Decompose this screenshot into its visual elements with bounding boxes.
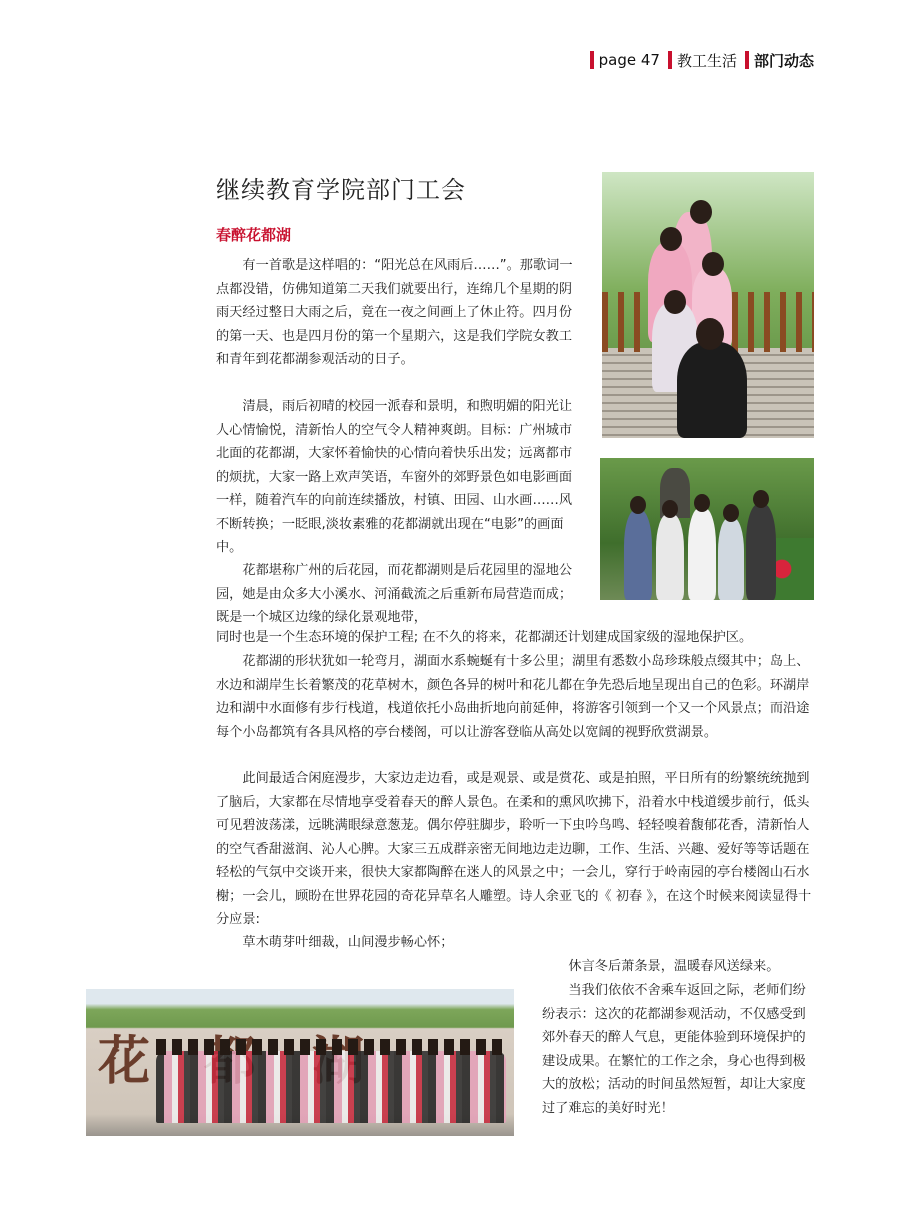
sign-character: 花 — [98, 1031, 151, 1092]
photo-group-heart-pose — [602, 172, 814, 438]
header-bar — [590, 51, 594, 69]
paragraph-2: 清晨，雨后初晴的校园一派春和景明，和煦明媚的阳光让人心情愉悦，清新怡人的空气令人精神爽朗。目标：广州城市北面的花都湖，大家怀着愉快的心情向着快乐出发；远离都市的烦扰，大家一路上欢声笑语，车窗外的郊野景色如电影画面一样，随着汽车的向前连续播放，村镇、田园、山水画……风不断转换；一眨眼,淡妆素雅的花都湖就出现在“电影”的画面中。 — [216, 399, 573, 555]
header-bar — [668, 51, 672, 69]
poem-line-2: 休言冬后萧条景，温暖春风送绿来。 — [568, 959, 780, 974]
paragraph-3: 花都堪称广州的后花园，而花都湖则是后花园里的湿地公园，她是由众多大小溪水、河涌截流之后重新布局营造而成；既是一个城区边缘的绿化景观地带， — [216, 563, 573, 625]
header-bar — [745, 51, 749, 69]
section-name: 教工生活 — [676, 51, 737, 70]
paragraph-1: 有一首歌是这样唱的：“阳光总在风雨后……”。那歌词一点都没错，仿佛知道第二天我们就要出行，连绵几个星期的阴雨天经过整日大雨之后，竟在一夜之间画上了休止符。四月份的第一天、也是四月份的第一个星期六，这是我们学院女教工和青年到花都湖参观活动的日子。 — [216, 258, 573, 367]
photo-group-lake-sign — [86, 989, 514, 1136]
article-title: 继续教育学院部门工会 — [216, 176, 466, 204]
paragraph-4: 花都湖的形状犹如一轮弯月，湖面水系蜿蜒有十多公里；湖里有悉数小岛珍珠般点缀其中；岛上、水边和湖岸生长着繁茂的花草树木，颜色各异的树叶和花儿都在争先恐后地呈现出自己的色彩。环湖岸边和湖中水面修有步行栈道，栈道依托小岛曲折地向前延伸，将游客引领到一个又一个风景点；而沿途每个小岛都筑有各具风格的亭台楼阁，可以让游客登临从高处以宽阔的视野欣赏湖景。 — [216, 654, 810, 740]
paragraph-closing: 当我们依依不舍乘车返回之际，老师们纷纷表示：这次的花都湖参观活动，不仅感受到郊外春天的醉人气息，更能体验到环境保护的建设成果。在繁忙的工作之余，身心也得到极大的放松；活动的时间虽然短暂，却让大家度过了难忘的美好时光！ — [542, 983, 806, 1116]
page-number: page 47 — [598, 51, 660, 69]
poem-line-1: 草木萌芽叶细裁，山间漫步畅心怀； — [242, 935, 454, 950]
paragraph-3-continued: 同时也是一个生态环境的保护工程; 在不久的将来，花都湖还计划建成国家级的湿地保护区。 — [216, 630, 753, 645]
article-subtitle: 春醉花都湖 — [216, 226, 292, 244]
subsection-name: 部门动态 — [753, 51, 814, 70]
page-header — [582, 50, 814, 70]
paragraph-5: 此间最适合闲庭漫步，大家边走边看，或是观景、或是赏花、或是拍照，平日所有的纷繁统统抛到了脑后，大家都在尽情地享受着春天的醉人景色。在柔和的熏风吹拂下，沿着水中栈道缓步前行，低头可见碧波荡漾，远眺满眼绿意葱茏。偶尔停驻脚步，聆听一下虫吟鸟鸣、轻轻嗅着馥郁花香，清新怡人的空气香甜滋润、沁人心脾。大家三五成群亲密无间地边走边聊，工作、生活、兴趣、爱好等等话题在轻松的气氛中交谈开来，很快大家都陶醉在迷人的风景之中；一会儿，穿行于岭南园的亭台楼阁山石水榭；一会儿，顾盼在世界花园的奇花异草名人雕塑。诗人余亚飞的《 初春 》，在这个时候来阅读显得十分应景: — [216, 771, 812, 927]
photo-group-statue — [600, 458, 814, 600]
